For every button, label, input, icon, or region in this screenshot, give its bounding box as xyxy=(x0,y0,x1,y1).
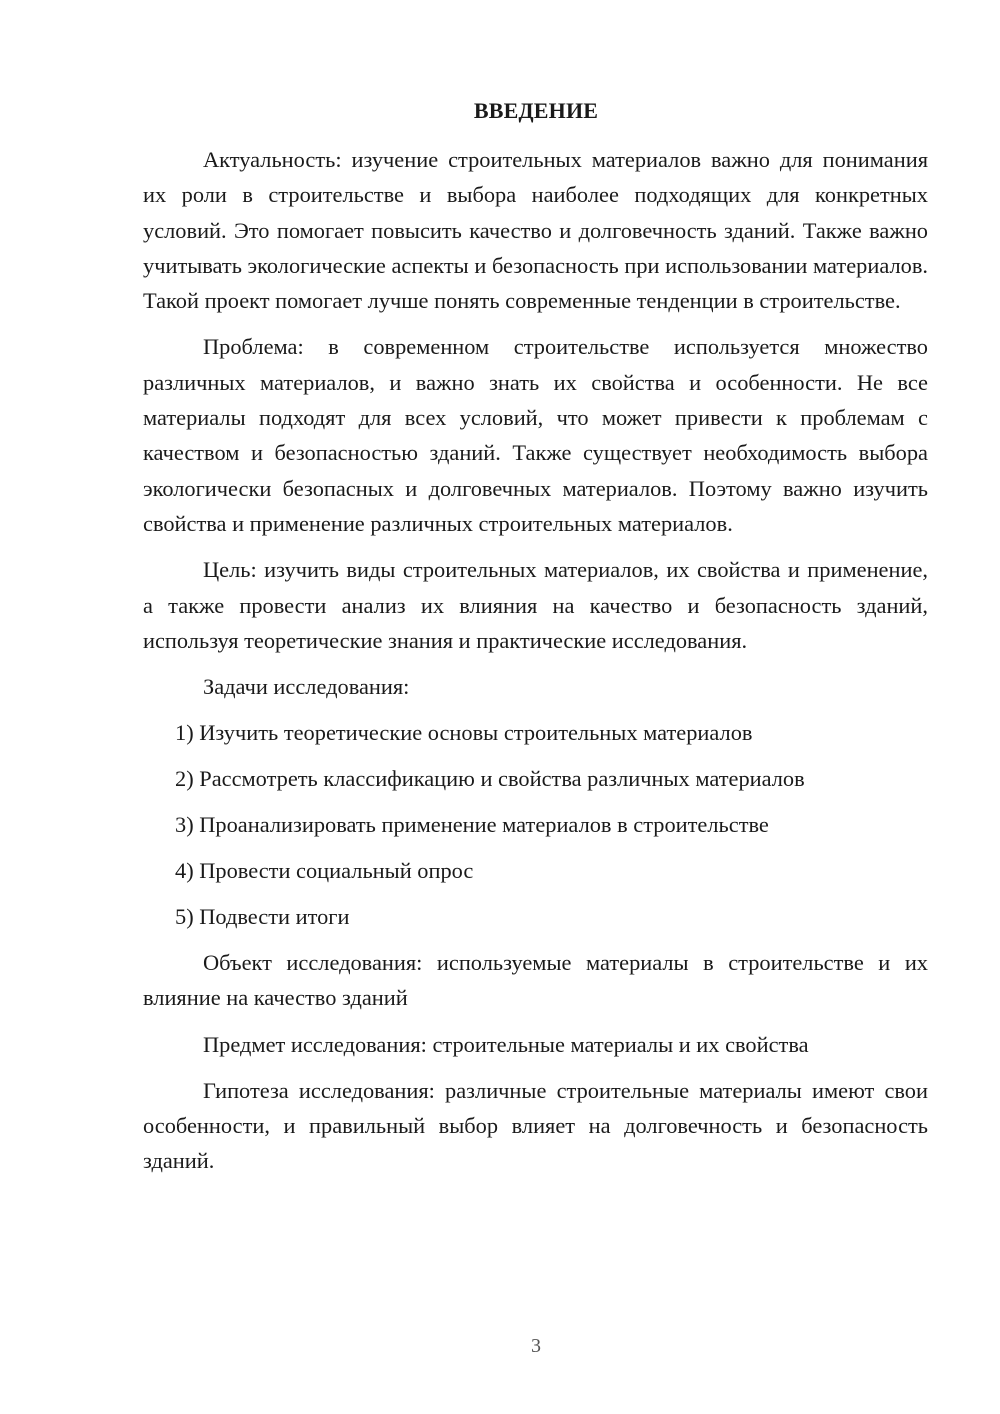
tasks-heading: Задачи исследования: xyxy=(203,674,410,700)
task-item: 2) Рассмотреть классификацию и свойства различных материалов xyxy=(175,766,805,792)
tasks-list xyxy=(143,715,928,934)
hypothesis-paragraph: Гипотеза исследования: различные строительные материалы имеют свои особенности, и правильный выбор влияет на долговечность и безопасность зданий. xyxy=(143,1077,928,1174)
section-title: ВВЕДЕНИЕ xyxy=(473,98,599,123)
object-paragraph: Объект исследования: используемые материалы в строительстве и их влияние на качество зданий xyxy=(143,949,928,1011)
subject-paragraph: Предмет исследования: строительные материалы и их свойства xyxy=(203,1031,809,1057)
page-number: 3 xyxy=(531,1335,541,1357)
document-body xyxy=(143,142,928,1190)
task-item: 4) Провести социальный опрос xyxy=(175,858,474,884)
relevance-paragraph: Актуальность: изучение строительных материалов важно для понимания их роли в строительстве и выбора наиболее подходящих для конкретных условий. Это помогает повысить качество и долговечность зданий. Также важно учитывать экологические аспекты и безопасность при использовании материалов. Такой проект помогает лучше понять современные тенденции в строительстве. xyxy=(143,147,928,314)
task-item: 5) Подвести итоги xyxy=(175,904,350,930)
task-item: 3) Проанализировать применение материалов в строительстве xyxy=(175,812,769,838)
goal-paragraph: Цель: изучить виды строительных материалов, их свойства и применение, а также провести анализ их влияния на качество и безопасность зданий, используя теоретические знания и практические исследования. xyxy=(143,557,928,653)
task-item: 1) Изучить теоретические основы строительных материалов xyxy=(175,720,753,746)
problem-paragraph: Проблема: в современном строительстве используется множество различных материалов, и важно знать их свойства и особенности. Не все материалы подходят для всех условий, что может привести к проблемам с качеством и безопасностью зданий. Также существует необходимость выбора экологически безопасных и долговечных материалов. Поэтому важно изучить свойства и применение различных строительных материалов. xyxy=(143,334,928,536)
